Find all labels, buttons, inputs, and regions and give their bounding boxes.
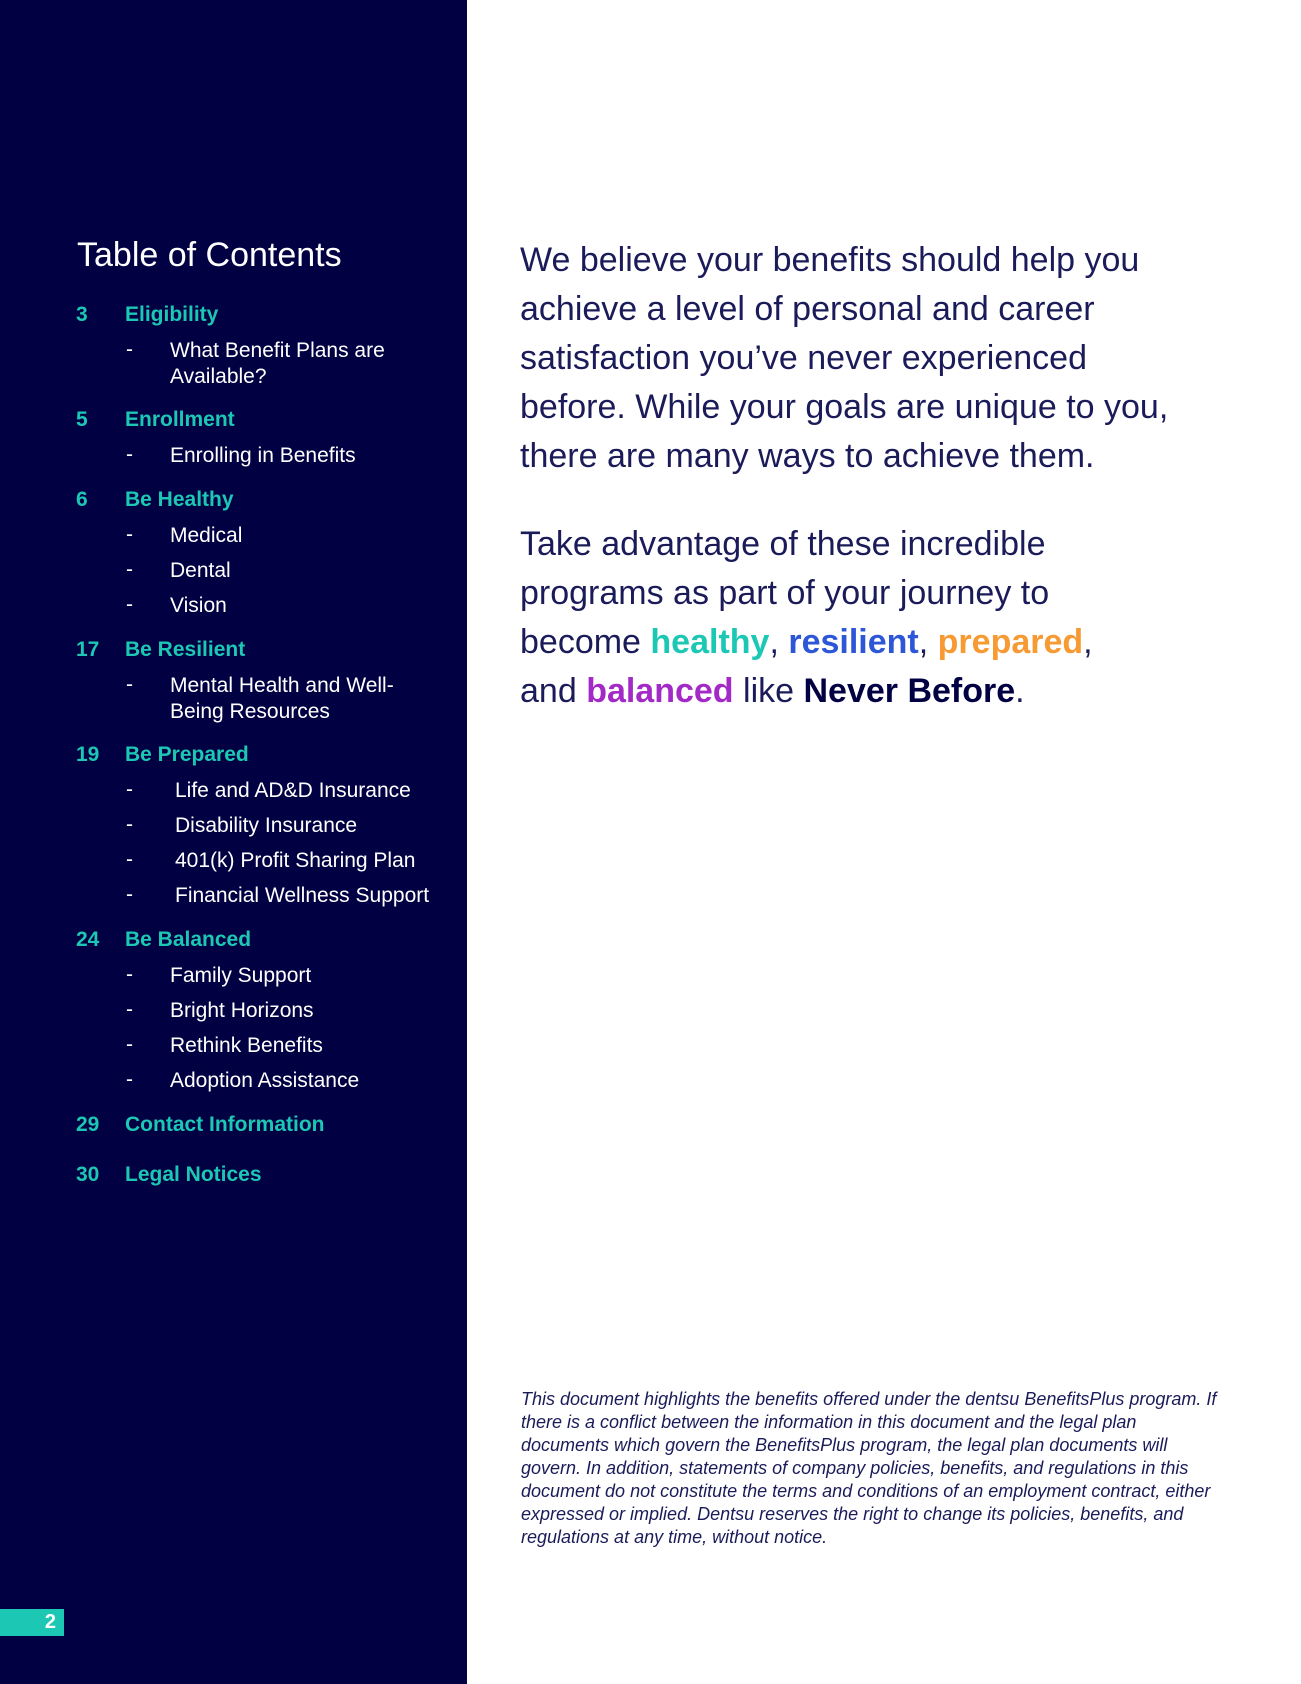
dash-bullet: - — [126, 963, 133, 986]
toc-page-number: 30 — [76, 1163, 100, 1186]
toc-section-label: Be Healthy — [125, 488, 234, 511]
dash-bullet: - — [126, 673, 133, 696]
keyword-balanced: balanced — [586, 672, 734, 710]
table-of-contents — [0, 0, 467, 1684]
intro-text — [520, 236, 1170, 716]
dash-bullet: - — [126, 1068, 133, 1091]
toc-section-label: Eligibility — [125, 303, 219, 326]
like-text: like — [733, 672, 804, 710]
intro-paragraph-2 — [520, 520, 1170, 716]
toc-item-label: Dental — [170, 559, 231, 582]
page-number-tab — [0, 1609, 64, 1636]
toc-section-label: Be Balanced — [125, 928, 252, 951]
toc-item-label: Vision — [170, 594, 227, 617]
toc-item-label: Disability Insurance — [175, 814, 358, 837]
dash-bullet: - — [126, 1033, 133, 1056]
toc-item-label: Life and AD&D Insurance — [175, 779, 411, 802]
dash-bullet: - — [126, 848, 133, 871]
period: . — [1015, 672, 1025, 710]
intro-paragraph-1: We believe your benefits should help you achieve a level of personal and career satisfaction you’ve never experienced before. While your goals are unique to you, there are many ways to achieve them. — [520, 241, 1169, 475]
intro-p2-start: Take advantage of these incredible programs as part of your journey to become — [520, 525, 1050, 661]
dash-bullet: - — [126, 998, 133, 1021]
toc-item-label: Adoption Assistance — [170, 1069, 360, 1092]
toc-section-label: Legal Notices — [125, 1163, 262, 1186]
toc-section-label: Be Resilient — [125, 638, 246, 661]
dash-bullet: - — [126, 813, 133, 836]
and-text: and — [520, 672, 587, 710]
toc-item-label: Family Support — [170, 964, 312, 987]
toc-page-number: 19 — [76, 743, 100, 766]
dash-bullet: - — [126, 443, 133, 466]
comma: , — [1083, 623, 1093, 661]
toc-page-number: 17 — [76, 638, 100, 661]
keyword-never-before: Never Before — [803, 672, 1016, 710]
toc-section-label: Enrollment — [125, 408, 235, 431]
toc-item-label: Mental Health and Well-Being Resources — [170, 674, 394, 723]
page-number: 2 — [44, 1611, 56, 1633]
toc-page-number: 6 — [76, 488, 88, 511]
toc-item-label: Medical — [170, 524, 243, 547]
sidebar — [0, 0, 467, 1684]
dash-bullet: - — [126, 338, 133, 361]
toc-item-label: Financial Wellness Support — [175, 884, 430, 907]
toc-item-label: Rethink Benefits — [170, 1034, 323, 1057]
disclaimer: This document highlights the benefits offered under the dentsu BenefitsPlus program. If there is a conflict between the information in this document and the legal plan documents which govern the BenefitsPlus program, the legal plan documents will govern. In addition, statements of company policies, benefits, and regulations in this document do not constitute the terms and conditions of an employment contract, either expressed or implied. Dentsu reserves the right to change its policies, benefits, and regulations at any time, without notice. — [521, 1389, 1217, 1547]
dash-bullet: - — [126, 593, 133, 616]
toc-item-label: 401(k) Profit Sharing Plan — [175, 849, 416, 872]
keyword-healthy: healthy — [650, 623, 770, 661]
toc-page-number: 5 — [76, 408, 88, 431]
toc-section-label: Contact Information — [125, 1113, 325, 1136]
dash-bullet: - — [126, 778, 133, 801]
comma: , — [769, 623, 789, 661]
toc-page-number: 3 — [76, 303, 88, 326]
keyword-resilient: resilient — [788, 623, 919, 661]
toc-title: Table of Contents — [77, 236, 342, 274]
toc-page-number: 24 — [76, 928, 100, 951]
toc-item-label: Bright Horizons — [170, 999, 314, 1022]
toc-page-number: 29 — [76, 1113, 100, 1136]
dash-bullet: - — [126, 558, 133, 581]
toc-item-label: What Benefit Plans are Available? — [170, 339, 385, 388]
comma: , — [918, 623, 938, 661]
dash-bullet: - — [126, 883, 133, 906]
keyword-prepared: prepared — [937, 623, 1084, 661]
toc-item-label: Enrolling in Benefits — [170, 444, 356, 467]
dash-bullet: - — [126, 523, 133, 546]
toc-section-label: Be Prepared — [125, 743, 249, 766]
